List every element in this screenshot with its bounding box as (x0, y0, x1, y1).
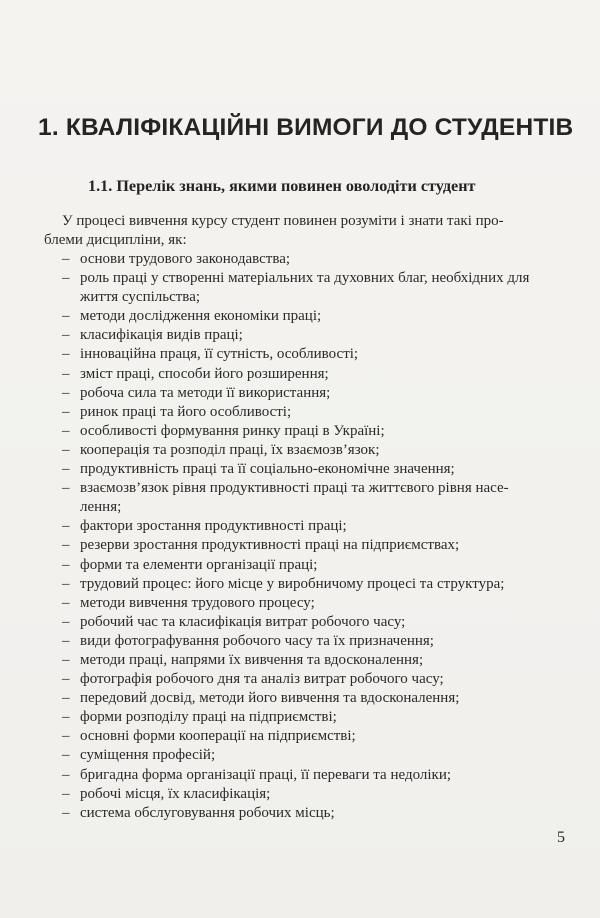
list-dash: – (62, 518, 70, 535)
list-item-text: продуктивність праці та її соціально-економічне значення; (80, 461, 455, 478)
section-title: 1.1. Перелік знань, якими повинен оволодіти студент (88, 177, 476, 195)
list-dash: – (62, 613, 70, 630)
list-item (62, 727, 570, 746)
list-dash: – (62, 537, 70, 554)
list-item-text: робочий час та класифікація витрат робочого часу; (80, 613, 406, 630)
list-item-text: основні форми кооперації на підприємстві; (80, 728, 356, 745)
list-item (62, 651, 570, 670)
list-item (62, 556, 570, 575)
list-item (62, 441, 570, 460)
list-dash: – (62, 594, 70, 611)
list-item-text: форми розподілу праці на підприємстві; (80, 709, 337, 726)
list-dash: – (62, 556, 70, 573)
list-dash: – (62, 422, 70, 439)
list-dash: – (62, 671, 70, 688)
list-item-text: зміст праці, способи його розширення; (80, 365, 329, 382)
list-item-continuation: життя суспільства; (80, 289, 201, 306)
list-item (62, 422, 570, 441)
list-item (62, 269, 570, 307)
list-dash: – (62, 804, 70, 821)
list-dash: – (62, 766, 70, 783)
list-item (62, 632, 570, 651)
intro-line-1 (62, 212, 568, 231)
list-item (62, 575, 570, 594)
list-item-text: резерви зростання продуктивності праці на підприємствах; (80, 537, 460, 554)
list-item-text: трудовий процес: його місце у виробничому процесі та структура; (80, 575, 505, 592)
list-item-text: система обслуговування робочих місць; (80, 804, 335, 821)
list-item-text: методи дослідження економіки праці; (80, 308, 322, 325)
list-item (62, 594, 570, 613)
list-dash: – (62, 785, 70, 802)
list-dash: – (62, 690, 70, 707)
intro-paragraph (44, 212, 568, 250)
list-item-text: передовий досвід, методи його вивчення та вдосконалення; (80, 690, 460, 707)
list-dash: – (62, 403, 70, 420)
list-item (62, 365, 570, 384)
list-item (62, 536, 570, 555)
intro-text-1: У процесі вивчення курсу студент повинен розуміти і знати такі про- (62, 213, 504, 229)
list-item (62, 403, 570, 422)
list-item (62, 746, 570, 765)
list-dash: – (62, 251, 70, 267)
list-item (62, 307, 570, 326)
list-dash: – (62, 461, 70, 478)
intro-text-2: блеми дисципліни, як: (44, 232, 187, 248)
list-item-text: робочі місця, їх класифікація; (80, 785, 271, 802)
list-item-text: ринок праці та його особливості; (80, 403, 292, 420)
list-item-text: бригадна форма організації праці, її переваги та недоліки; (80, 766, 452, 783)
list-item-text: інноваційна праця, її сутність, особливості; (80, 346, 359, 363)
list-item-text: основи трудового законодавства; (80, 251, 291, 267)
list-dash: – (62, 365, 70, 382)
list-item (62, 708, 570, 727)
list-item (62, 670, 570, 689)
list-dash: – (62, 575, 70, 592)
list-dash: – (62, 632, 70, 649)
list-dash: – (62, 308, 70, 325)
list-dash: – (62, 384, 70, 401)
topic-list (62, 250, 570, 823)
list-item-text: фотографія робочого дня та аналіз витрат робочого часу; (80, 671, 444, 688)
list-item (62, 384, 570, 403)
list-item (62, 804, 570, 823)
list-dash: – (62, 709, 70, 726)
list-item (62, 766, 570, 785)
list-dash: – (62, 441, 70, 458)
list-item-text: форми та елементи організації праці; (80, 556, 318, 573)
list-dash: – (62, 327, 70, 344)
list-dash: – (62, 480, 70, 497)
list-item (62, 689, 570, 708)
chapter-title: 1. КВАЛІФІКАЦІЙНІ ВИМОГИ ДО СТУДЕНТІВ (38, 114, 574, 141)
list-item (62, 460, 570, 479)
list-item-text: особливості формування ринку праці в Україні; (80, 422, 385, 439)
list-dash: – (62, 651, 70, 668)
list-item-text: кооперація та розподіл праці, їх взаємозв’язок; (80, 441, 380, 458)
list-item (62, 345, 570, 364)
list-item-text: робоча сила та методи її використання; (80, 384, 331, 401)
list-dash: – (62, 747, 70, 764)
list-item-text: види фотографування робочого часу та їх призначення; (80, 632, 434, 649)
list-item-text: методи праці, напрями їх вивчення та вдосконалення; (80, 651, 424, 668)
list-item (62, 326, 570, 345)
list-item-text: суміщення професій; (80, 747, 216, 764)
list-item (62, 517, 570, 536)
list-item (62, 250, 570, 269)
list-item-continuation: лення; (80, 499, 122, 516)
list-dash: – (62, 728, 70, 745)
list-dash: – (62, 270, 70, 287)
page-number: 5 (557, 829, 565, 846)
list-item (62, 613, 570, 632)
list-dash: – (62, 346, 70, 363)
list-item-text: взаємозв’язок рівня продуктивності праці та життєвого рівня насе- (80, 480, 509, 497)
list-item (62, 479, 570, 517)
intro-line-2 (44, 231, 568, 250)
list-item-text: фактори зростання продуктивності праці; (80, 518, 347, 535)
list-item-text: роль праці у створенні матеріальних та духовних благ, необхідних для (80, 270, 530, 287)
list-item-text: класифікація видів праці; (80, 327, 243, 344)
list-item-text: методи вивчення трудового процесу; (80, 594, 315, 611)
list-item (62, 785, 570, 804)
